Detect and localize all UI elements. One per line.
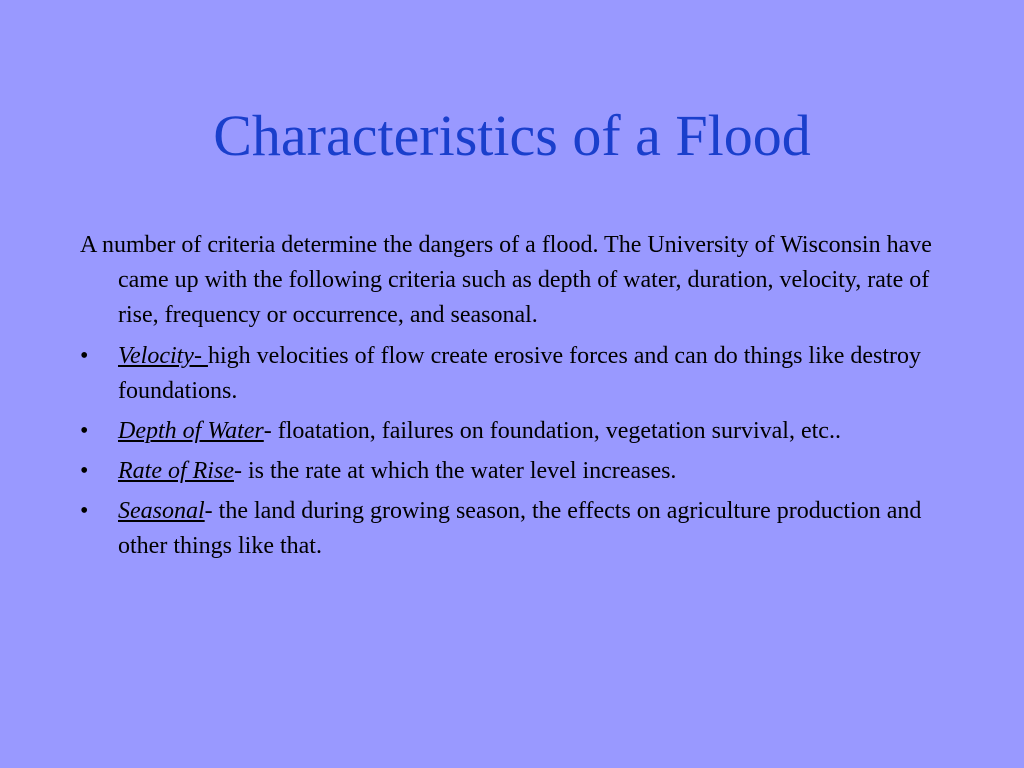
description-rate-of-rise: - is the rate at which the water level increases.: [233, 458, 677, 484]
bullet-icon: •: [80, 498, 89, 524]
intro-paragraph: A number of criteria determine the dangers of a flood. The University of Wisconsin have came up with the following criteria such as depth of water, duration, velocity, rate of rise, frequency or occurrence, and seasonal.: [80, 232, 932, 328]
term-depth-of-water: Depth of Water: [118, 418, 264, 444]
description-depth-of-water: - floatation, failures on foundation, vegetation survival, etc..: [263, 418, 841, 444]
criteria-list: [80, 339, 960, 564]
slide-title: Characteristics of a Flood: [213, 103, 811, 168]
bullet-icon: •: [80, 458, 89, 484]
list-item-depth-of-water: [80, 414, 960, 449]
list-item-seasonal: [80, 494, 960, 564]
description-seasonal: - the land during growing season, the effects on agriculture production and other things like that.: [118, 498, 922, 559]
bullet-icon: •: [80, 343, 89, 369]
bullet-icon: •: [80, 418, 89, 444]
term-seasonal: Seasonal: [118, 498, 205, 524]
list-item-velocity: [80, 339, 960, 409]
list-item-rate-of-rise: [80, 454, 960, 489]
description-velocity: high velocities of flow create erosive forces and can do things like destroy foundations.: [118, 343, 922, 404]
slide-body: [80, 228, 960, 569]
term-rate-of-rise: Rate of Rise: [118, 458, 234, 484]
term-velocity: Velocity-: [118, 343, 208, 369]
